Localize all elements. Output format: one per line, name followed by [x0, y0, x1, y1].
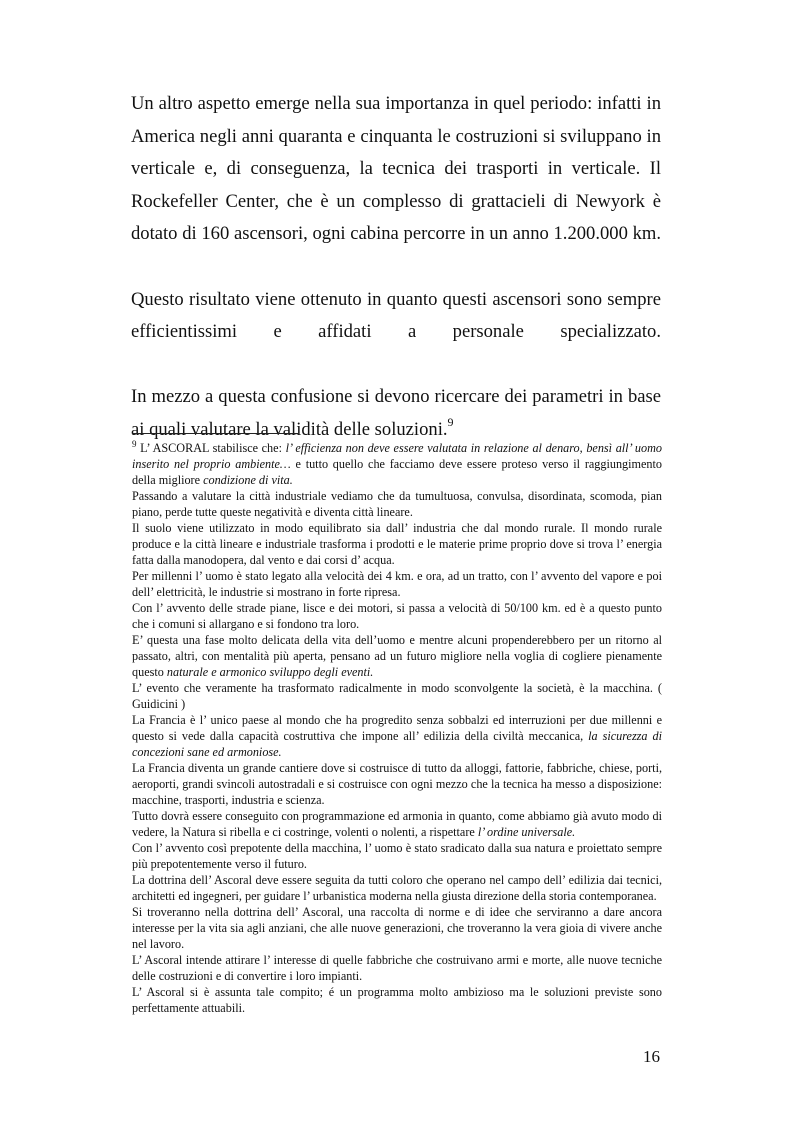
footnote-para-6: [132, 632, 662, 680]
page-number: 16: [643, 1047, 660, 1066]
main-text: [131, 88, 661, 447]
footnote-para-7: L’ evento che veramente ha trasformato radicalmente in modo sconvolgente la società, è la macchina. ( Guidicini ): [132, 681, 662, 711]
footnote: [132, 440, 662, 1016]
footnote-text: Tutto dovrà essere conseguito con programmazione ed armonia in quanto, come abbiamo già avuto modo di vedere, la Natura si ribella e ci costringe, volenti o nolenti, a rispettare: [132, 809, 662, 839]
footnote-para-14: L’ Ascoral intende attirare l’ interesse di quelle fabbriche che costruivano armi e morte, alle nuove tecniche delle costruzioni e di convertire i loro impianti.: [132, 953, 662, 983]
footnote-text: La Francia è l’ unico paese al mondo che ha progredito senza sobbalzi ed interruzioni per due millenni e questo si vede dalla capacità costruttiva che impone all’ edilizia della civiltà meccanica,: [132, 713, 662, 743]
footnote-italic: la sicurezza di concezioni sane ed armoniose.: [132, 729, 662, 759]
footnote-para-13: Si troveranno nella dottrina dell’ Ascoral, una raccolta di norme e di idee che serviranno a dare ancora interesse per la vita sia agli anziani, che alle nuove generazioni, che troveranno la vera gioia di vivere anche nel lavoro.: [132, 905, 662, 951]
footnote-para-3: Il suolo viene utilizzato in modo equilibrato sia dall’ industria che dal mondo rurale. Il mondo rurale produce e la città lineare e industriale trasforma i prodotti e le materie prime proprio dove si trova l’ energia fatta dalla manodopera, dal vento e dai corsi d’ acqua.: [132, 521, 662, 567]
footnote-number: 9: [132, 438, 137, 449]
paragraph-3: [131, 381, 661, 446]
footnote-italic: condizione di vita.: [203, 473, 293, 487]
footnote-para-1: [132, 440, 662, 488]
paragraph-1: Un altro aspetto emerge nella sua importanza in quel periodo: infatti in America negli anni quaranta e cinquanta le costruzioni si sviluppano in verticale e, di conseguenza, la tecnica dei trasporti in verticale. Il Rockefeller Center, che è un complesso di grattacieli di Newyork è dotato di 160 ascensori, ogni cabina percorre in un anno 1.200.000 km.: [131, 93, 661, 245]
footnote-para-4: Per millenni l’ uomo è stato legato alla velocità dei 4 km. e ora, ad un tratto, con l’ avvento del vapore e poi dell’ elettricità, le industrie si mostrano in forte ripresa.: [132, 569, 662, 599]
footnote-para-12: La dottrina dell’ Ascoral deve essere seguita da tutti coloro che operano nel campo dell’ edilizia dai tecnici, architetti ed ingegneri, per guidare l’ urbanistica moderna nella giusta direzione della storia contemporanea.: [132, 873, 662, 903]
footnote-separator: [132, 433, 298, 434]
footnote-reference[interactable]: 9: [447, 414, 454, 429]
footnote-italic: naturale e armonico sviluppo degli eventi.: [166, 665, 374, 679]
paragraph-2: Questo risultato viene ottenuto in quanto questi ascensori sono sempre efficientissimi e affidati a personale specializzato.: [131, 288, 661, 343]
footnote-italic: l’ efficienza non deve essere valutata in relazione al denaro, bensì all’ uomo inserito nel proprio ambiente…: [132, 441, 662, 471]
footnote-para-9: La Francia diventa un grande cantiere dove si costruisce di tutto da alloggi, fattorie, fabbriche, chiese, porti, aeroporti, grandi svincoli autostradali e si costruisce con ogni mezzo che la tecnica ha messo a disposizione: macchine, trasporti, industria e scienza.: [132, 761, 662, 807]
footnote-text: L’ ASCORAL stabilisce che:: [136, 441, 286, 455]
footnote-para-10: [132, 808, 662, 840]
footnote-para-8: [132, 712, 662, 760]
footnote-text: E’ questa una fase molto delicata della vita dell’uomo e mentre alcuni propenderebbero per un ritorno al passato, altri, con mentalità più aperta, pensano ad un futuro migliore nella voglia di cogliere pienamente questo: [132, 633, 662, 679]
footnote-text: e tutto quello che facciamo deve essere proteso verso il raggiungimento della migliore: [132, 457, 662, 487]
footnote-para-11: Con l’ avvento così prepotente della macchina, l’ uomo è stato sradicato dalla sua natura e proiettato sempre più prepotentemente verso il futuro.: [132, 841, 662, 871]
footnote-para-15: L’ Ascoral si è assunta tale compito; é un programma molto ambizioso ma le soluzioni previste sono perfettamente attuabili.: [132, 985, 662, 1015]
paragraph-3-text: In mezzo a questa confusione si devono ricercare dei parametri in base ai quali valutare la validità delle soluzioni.: [131, 386, 661, 440]
footnote-italic: l’ ordine universale.: [477, 825, 576, 839]
footnote-para-2: Passando a valutare la città industriale vediamo che da tumultuosa, convulsa, disordinata, scomoda, pian piano, perde tutte queste negatività e diventa città lineare.: [132, 489, 662, 519]
footnote-para-5: Con l’ avvento delle strade piane, lisce e dei motori, si passa a velocità di 50/100 km. ed è a questo punto che i comuni si allargano e si fondono tra loro.: [132, 601, 662, 631]
